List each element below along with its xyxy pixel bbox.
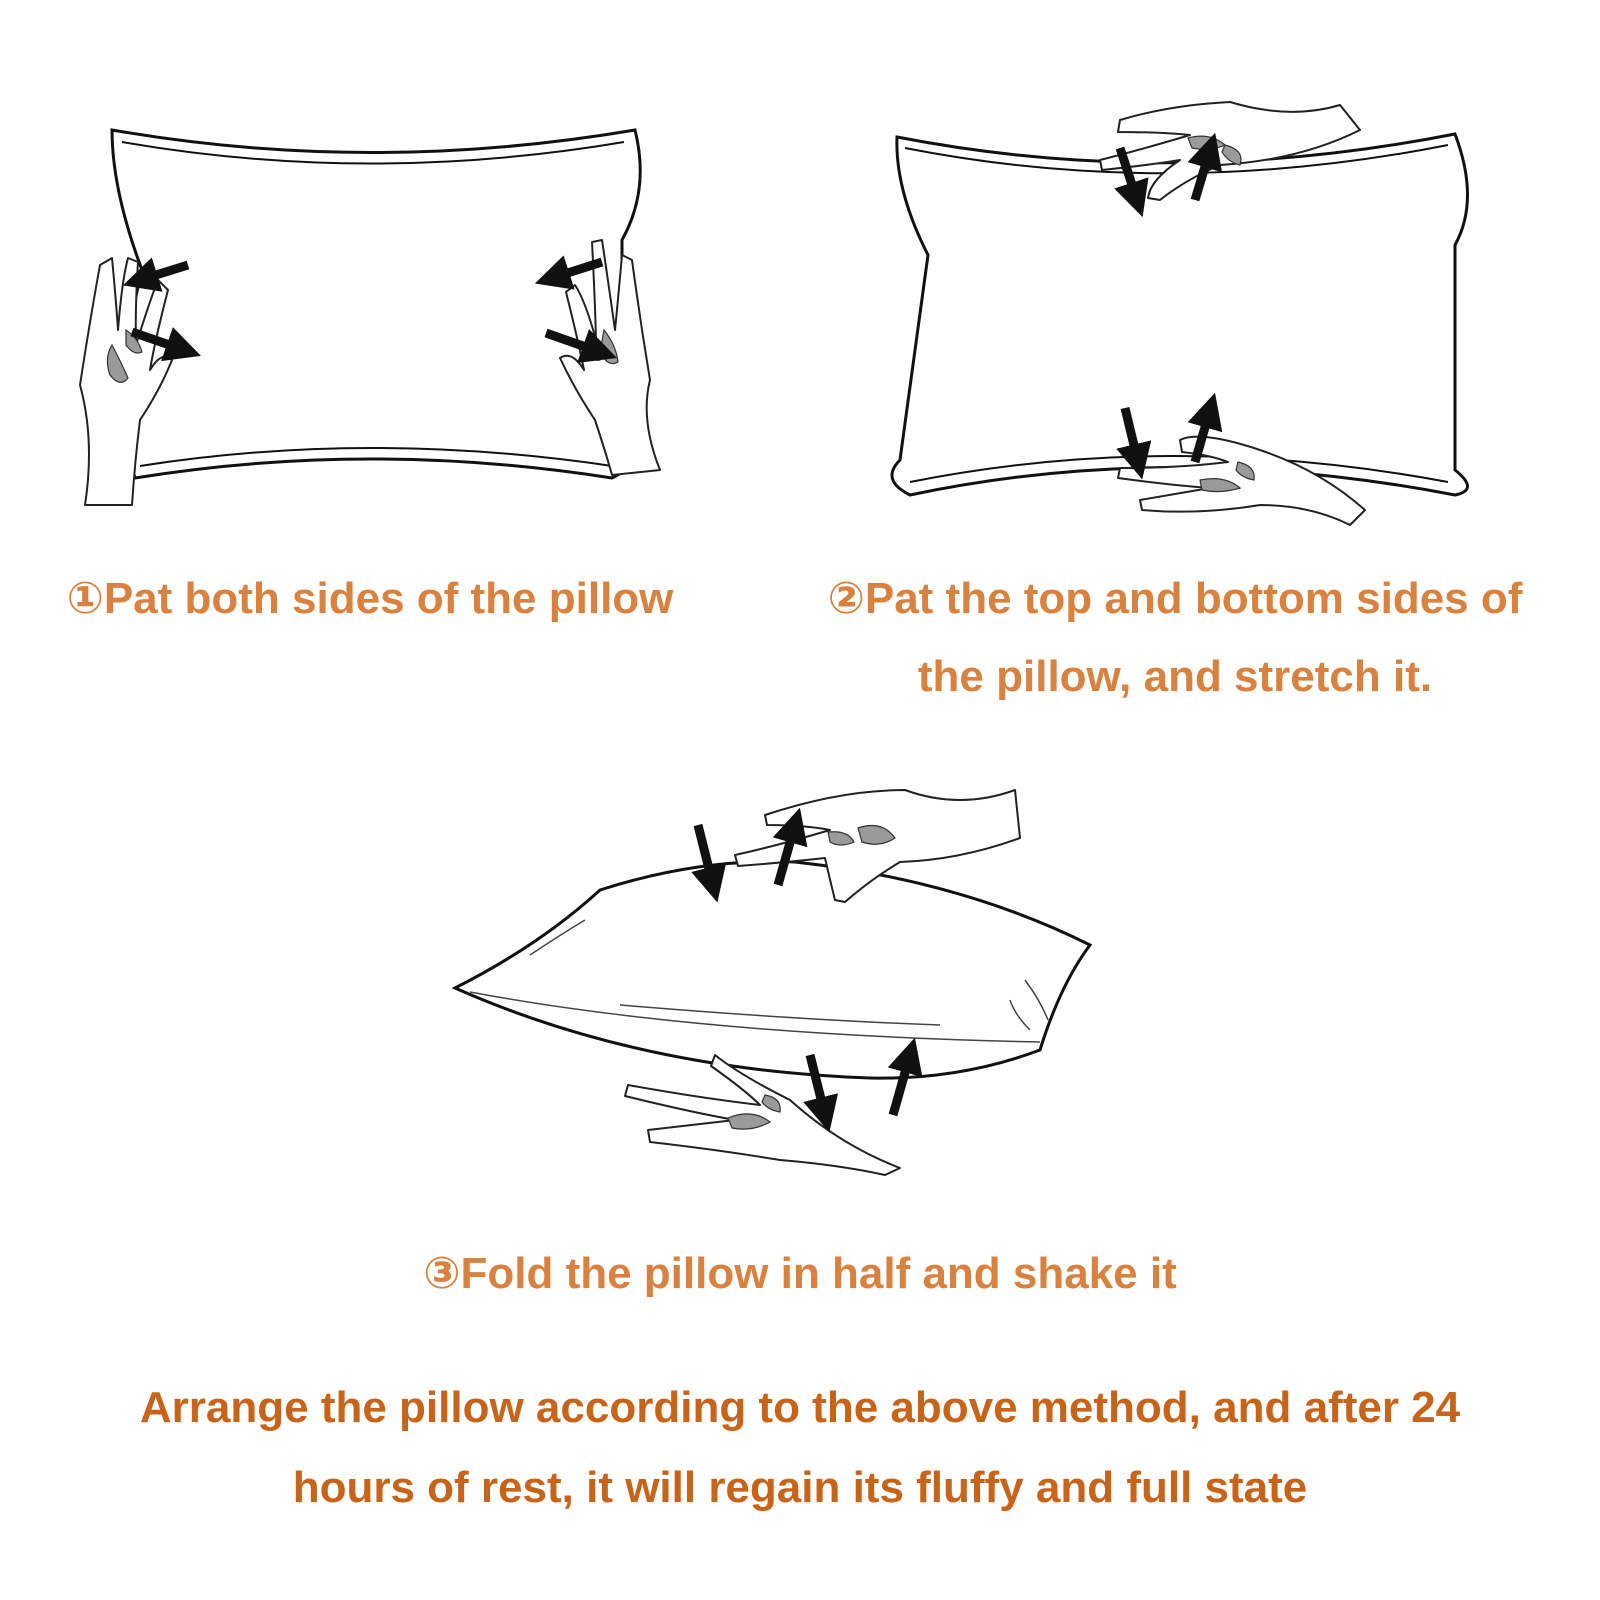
step2-caption (770, 560, 1580, 716)
step1-illustration (80, 130, 660, 505)
step3-caption: ③Fold the pillow in half and shake it (423, 1249, 1177, 1298)
step2-illustration (892, 102, 1468, 525)
step1-pillow (112, 130, 640, 478)
step3-folded-pillow (455, 862, 1090, 1079)
step2-caption-line2: the pillow, and stretch it. (917, 652, 1433, 701)
step2-caption-line1: ②Pat the top and bottom sides of (827, 574, 1523, 623)
step3-illustration (455, 790, 1090, 1175)
summary-note-line2: hours of rest, it will regain its fluffy and full state (292, 1463, 1308, 1512)
step1-caption: ①Pat both sides of the pillow (66, 574, 674, 623)
summary-note (20, 1368, 1580, 1528)
summary-note-line1: Arrange the pillow according to the above method, and after 24 (139, 1383, 1461, 1432)
